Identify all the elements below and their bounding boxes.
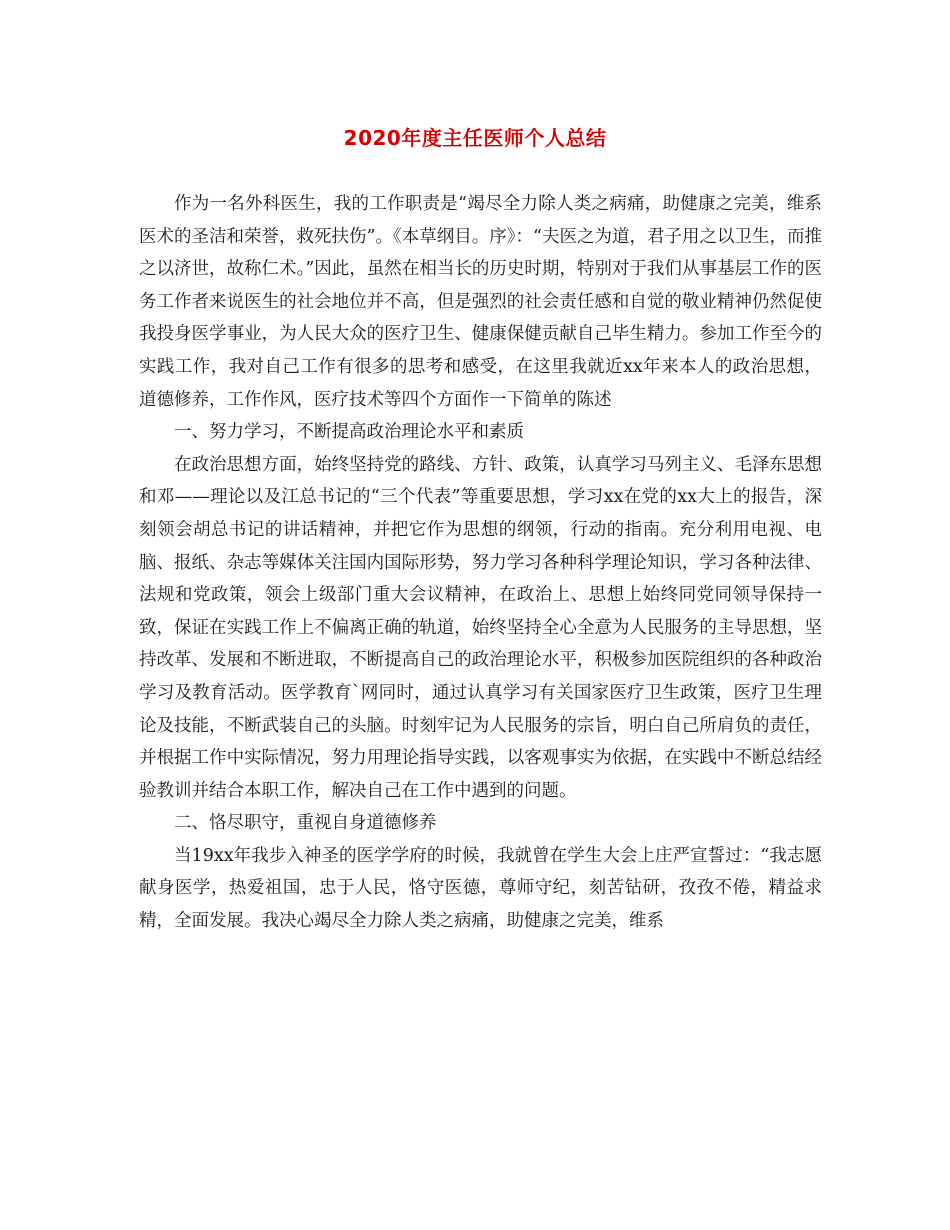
- section-heading-1: 一、努力学习，不断提高政治理论水平和素质: [174, 422, 524, 443]
- document-title: 2020年度主任医师个人总结: [343, 126, 607, 150]
- paragraph-intro: 作为一名外科医生，我的工作职责是“竭尽全力除人类之病痛，助健康之完美，维系医术的圣洁和荣誉，救死扶伤”。《本草纲目。序》：“夫医之为道，君子用之以卫生，而推之以济世，故称仁术。”因此，虽然在相当长的历史时期，特别对于我们从事基层工作的医务工作者来说医生的社会地位并不高，但是强烈的社会责任感和自觉的敬业精神仍然促使我投身医学事业，为人民大众的医疗卫生、健康保健贡献自己毕生精力。参加工作至今的实践工作，我对自己工作有很多的思考和感受，在这里我就近xx年来本人的政治思想，道德修养，工作作风，医疗技术等四个方面作一下简单的陈述: [139, 194, 822, 410]
- paragraph-political: 在政治思想方面，始终坚持党的路线、方针、政策，认真学习马列主义、毛泽东思想和邓——理论以及江总书记的“三个代表”等重要思想，学习xx在党的xx大上的报告，深刻领会胡总书记的讲话精神，并把它作为思想的纲领，行动的指南。充分利用电视、电脑、报纸、杂志等媒体关注国内国际形势，努力学习各种科学理论知识，学习各种法律、法规和党政策，领会上级部门重大会议精神，在政治上、思想上始终同党同领导保持一致，保证在实践工作上不偏离正确的轨道，始终坚持全心全意为人民服务的主导思想，坚持改革、发展和不断进取，不断提高自己的政治理论水平，积极参加医院组织的各种政治学习及教育活动。医学教育`网同时，通过认真学习有关国家医疗卫生政策，医疗卫生理论及技能，不断武装自己的头脑。时刻牢记为人民服务的宗旨，明白自己所肩负的责任，并根据工作中实际情况，努力用理论指导实践，以客观事实为依据，在实践中不断总结经验教训并结合本职工作，解决自己在工作中遇到的问题。: [139, 454, 822, 801]
- section-heading-2: 二、恪尽职守，重视自身道德修养: [174, 813, 437, 834]
- document-body: [139, 188, 822, 938]
- paragraph-ethics: 当19xx年我步入神圣的医学学府的时候，我就曾在学生大会上庄严宣誓过：“我志愿献身医学，热爱祖国，忠于人民，恪守医德，尊师守纪，刻苦钻研，孜孜不倦，精益求精，全面发展。我决心竭尽全力除人类之病痛，助健康之完美，维系: [139, 845, 822, 932]
